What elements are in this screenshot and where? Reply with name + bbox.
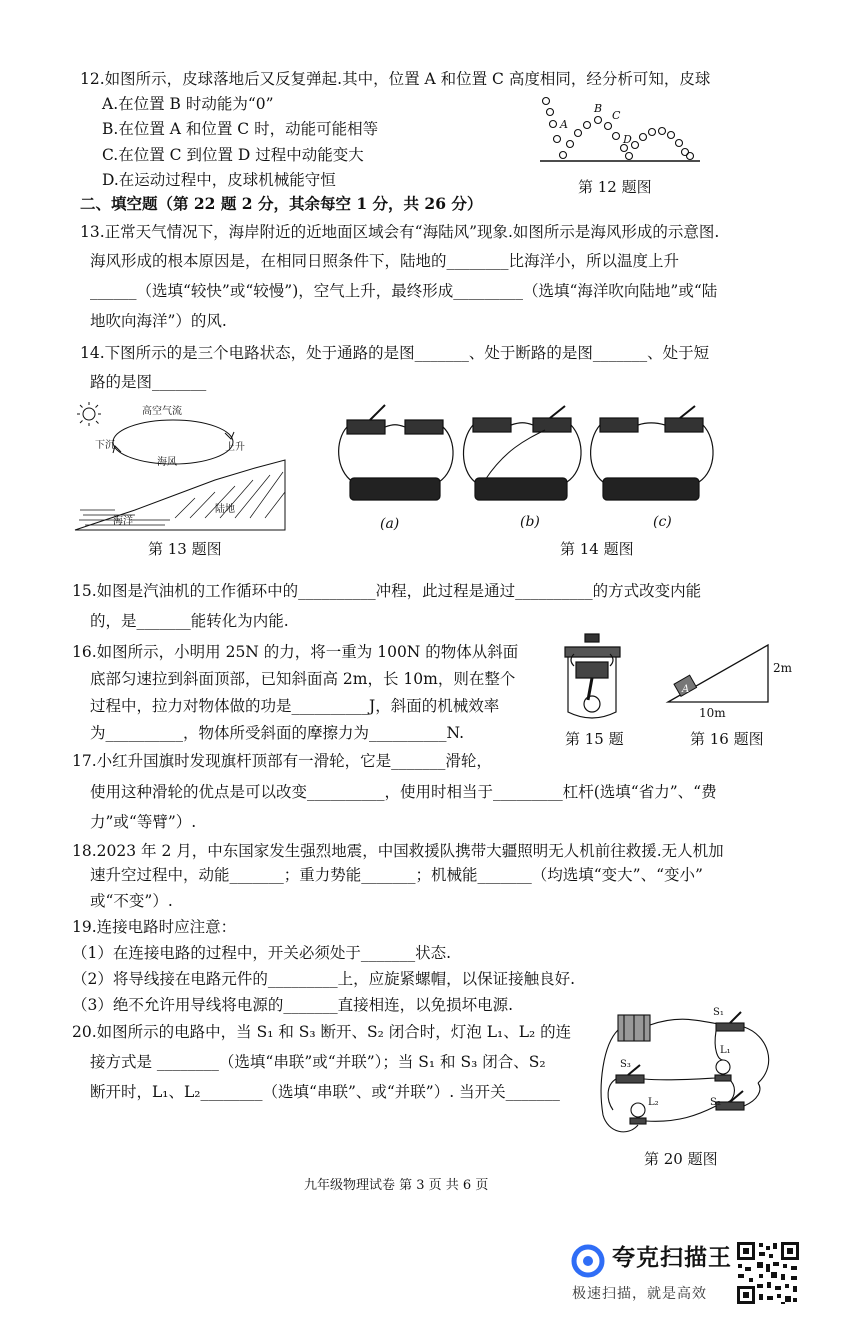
q15-engine-figure [560, 632, 625, 722]
q16-line-3: 过程中，拉力对物体做的功是__________J，斜面的机械效率 [90, 697, 500, 715]
q16-line-2: 底部匀速拉到斜面顶部，已知斜面高 2m，长 10m，则在整个 [90, 670, 516, 688]
q20-circuit-figure [598, 1005, 788, 1140]
q15-fig-caption: 第 15 题 [565, 730, 624, 748]
q12-label-d: D [623, 133, 632, 146]
q12-fig-caption: 第 12 题图 [578, 178, 652, 196]
q14-label-b: (b) [520, 514, 540, 530]
q18-line-3: 或“不变”）. [90, 892, 173, 910]
q19-line-4: （3）绝不允许用导线将电源的_______直接相连，以免损坏电源. [72, 996, 514, 1014]
q20-line-3: 断开时，L₁、L₂________（选填“串联”、或“并联”）. 当开关_______ [90, 1083, 560, 1101]
q13-fig-caption: 第 13 题图 [148, 540, 222, 558]
q20-label-l1: L₁ [720, 1045, 731, 1056]
q15-line-1: 15.如图是汽油机的工作循环中的__________冲程，此过程是通过__________的方式改变内能 [72, 582, 702, 600]
q20-label-s1: S₁ [713, 1007, 724, 1018]
sun-icon [83, 408, 95, 420]
q19-line-2: （1）在连接电路的过程中，开关必须处于_______状态. [72, 944, 452, 962]
q14-line-2: 路的是图_______ [90, 373, 207, 391]
q12-label-c: C [612, 109, 621, 122]
q19-line-3: （2）将导线接在电路元件的_________上，应旋紧螺帽，以保证接触良好. [72, 970, 576, 988]
q12-label-a: A [560, 118, 568, 131]
q19-line-1: 19.连接电路时应注意： [72, 918, 237, 936]
q12-label-b: B [594, 102, 603, 115]
q13-sea-breeze-figure [75, 400, 290, 530]
q12-option-a: A.在位置 B 时动能为“0” [102, 95, 274, 113]
q13-label-sea-breeze: 海风 [157, 457, 177, 468]
qr-code-icon [735, 1240, 801, 1306]
q14-fig-caption: 第 14 题图 [560, 540, 634, 558]
q20-fig-caption: 第 20 题图 [644, 1150, 718, 1168]
quark-logo-icon [570, 1243, 606, 1279]
q16-fig-caption: 第 16 题图 [690, 730, 764, 748]
q13-line-2: 海风形成的根本原因是，在相同日照条件下，陆地的________比海洋小，所以温度上升 [90, 252, 680, 270]
q18-line-2: 速升空过程中，动能_______；重力势能_______；机械能_______（均选填“变大”、“变小” [90, 866, 703, 884]
q13-label-ocean: 海洋 [113, 516, 133, 527]
q17-line-1: 17.小红升国旗时发现旗杆顶部有一滑轮，它是_______滑轮， [72, 752, 492, 770]
q16-line-1: 16.如图所示，小明用 25N 的力，将一重为 100N 的物体从斜面 [72, 643, 519, 661]
q16-incline-figure [665, 640, 795, 725]
q16-line-4: 为__________，物体所受斜面的摩擦力为__________N. [90, 724, 464, 742]
q13-label-rise: 上升 [225, 442, 245, 453]
q16-label-length: 10m [699, 706, 726, 720]
q16-label-block: A [682, 684, 690, 695]
q20-line-1: 20.如图所示的电路中，当 S₁ 和 S₃ 断开、S₂ 闭合时，灯泡 L₁、L₂ 的连 [72, 1023, 572, 1041]
q12-bouncing-ball-figure [540, 95, 705, 170]
q14-label-a: (a) [380, 516, 400, 532]
q13-line-4: 地吹向海洋”）的风. [90, 312, 227, 330]
q14-label-c: (c) [653, 514, 672, 530]
q18-line-1: 18.2023 年 2 月，中东国家发生强烈地震，中国救援队携带大疆照明无人机前往救援.无人机加 [72, 842, 724, 860]
q20-line-2: 接方式是 ________（选填“串联”或“并联”）；当 S₁ 和 S₃ 闭合、S₂ [90, 1053, 546, 1071]
section-title: 二、填空题（第 22 题 2 分，其余每空 1 分，共 26 分） [80, 194, 483, 213]
q13-label-sink: 下沉 [95, 440, 115, 451]
q13-line-1: 13.正常天气情况下，海岸附近的近地面区域会有“海陆风”现象.如图所示是海风形成的示意图. [80, 223, 720, 241]
q17-line-2: 使用这种滑轮的优点是可以改变__________，使用时相当于_________杠杆(选填“省力”、“费 [90, 783, 717, 801]
page-footer: 九年级物理试卷 第 3 页 共 6 页 [304, 1178, 489, 1193]
q12-option-c: C.在位置 C 到位置 D 过程中动能变大 [102, 146, 364, 164]
watermark-slogan: 极速扫描，就是高效 [572, 1286, 707, 1302]
q20-label-s2: S₂ [710, 1097, 721, 1108]
q16-label-height: 2m [773, 661, 793, 675]
q14-circuits-figure [335, 400, 735, 530]
q13-label-land: 陆地 [215, 504, 235, 515]
q12-option-b: B.在位置 A 和位置 C 时，动能可能相等 [102, 120, 379, 138]
q12-stem: 12.如图所示，皮球落地后又反复弹起.其中，位置 A 和位置 C 高度相同，经分析可知，皮球 [80, 70, 711, 88]
q20-label-l2: L₂ [648, 1097, 659, 1108]
q13-label-upper-air: 高空气流 [142, 406, 182, 417]
q15-line-2: 的，是_______能转化为内能. [90, 612, 289, 630]
q12-option-d: D.在运动过程中，皮球机械能守恒 [102, 171, 336, 189]
q14-line-1: 14.下图所示的是三个电路状态，处于通路的是图_______、处于断路的是图_______、处于短 [80, 344, 710, 362]
q13-line-3: ______（选填“较快”或“较慢”)，空气上升，最终形成_________（选填“海洋吹向陆地”或“陆 [90, 282, 718, 300]
q20-label-s3: S₃ [620, 1059, 631, 1070]
q17-line-3: 力”或“等臂”）. [90, 813, 197, 831]
watermark-brand: 夸克扫描王 [612, 1245, 732, 1271]
